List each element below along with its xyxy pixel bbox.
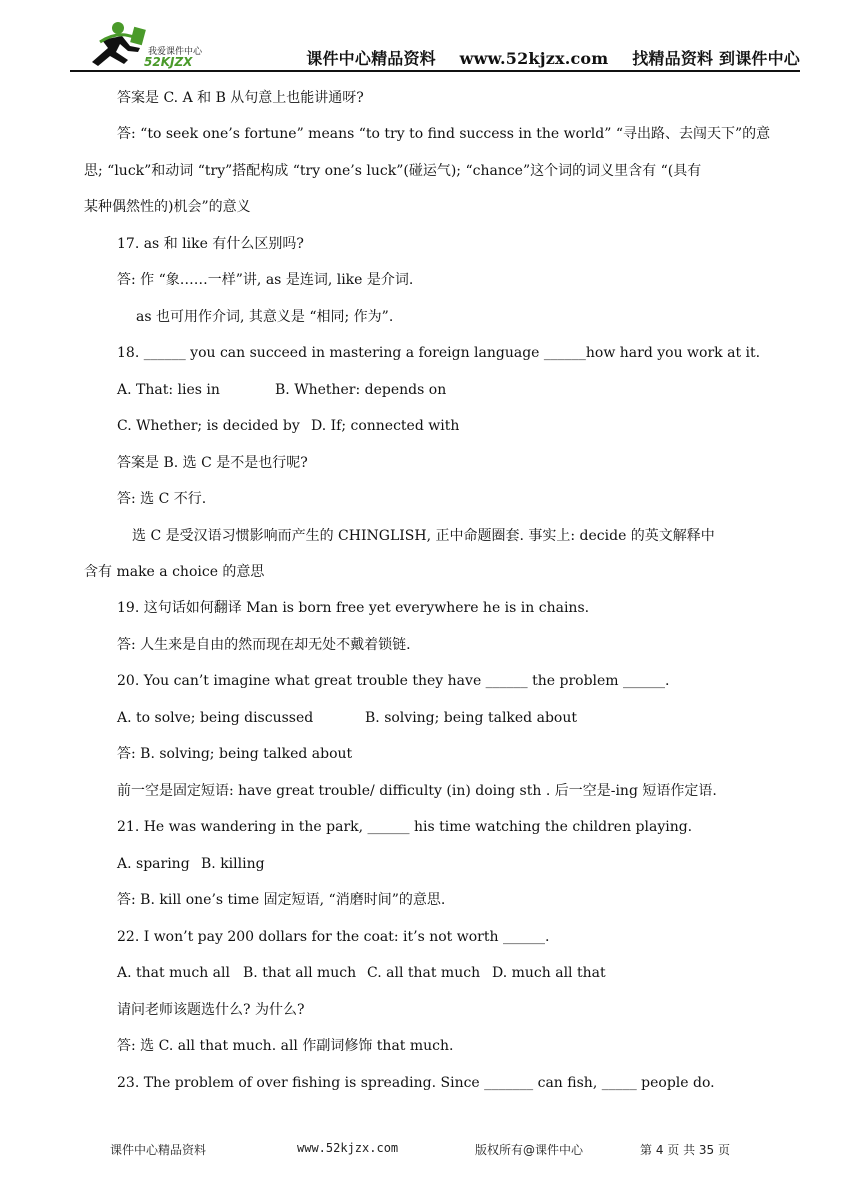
question-21: 21. He was wandering in the park, ______ his time watching the children playing.: [117, 819, 693, 835]
option-c: C. all that much: [367, 965, 481, 981]
options-row: [84, 963, 809, 983]
footer-site-link[interactable]: www.52kjzx.com: [297, 1141, 399, 1155]
question-17: 17. as 和 like 有什么区别吗?: [117, 236, 304, 252]
option-b: B. killing: [201, 856, 265, 872]
header-title-left: 课件中心精品资料: [306, 49, 436, 68]
answer-20: 答: B. solving; being talked about: [117, 746, 353, 762]
question-23: 23. The problem of over fishing is spreading. Since _______ can fish, _____ people do.: [117, 1075, 715, 1091]
option-b: B. Whether: depends on: [275, 382, 447, 398]
text-line: 答案是 C. A 和 B 从句意上也能讲通呀?: [117, 90, 364, 106]
text-line: 答案是 B. 选 C 是不是也行呢?: [117, 455, 308, 471]
question-22: 22. I won’t pay 200 dollars for the coat: it’s not worth ______.: [117, 929, 550, 945]
option-c: C. Whether; is decided by: [117, 418, 300, 434]
page-number: 第 4 页 共 35 页: [640, 1143, 730, 1157]
option-b: B. that all much: [243, 965, 357, 981]
option-a: A. That: lies in: [117, 382, 220, 398]
logo-text-cn: 我爱课件中心: [148, 47, 203, 57]
option-a: A. that much all: [117, 965, 230, 981]
options-row: [84, 380, 809, 400]
option-b: B. solving; being talked about: [365, 710, 577, 726]
footer-copyright: 版权所有@课件中心: [475, 1143, 584, 1157]
option-d: D. If; connected with: [311, 418, 460, 434]
header-title-right: 找精品资料 到课件中心: [632, 49, 800, 68]
text-line: 请问老师该题选什么? 为什么?: [117, 1002, 305, 1018]
option-a: A. to solve; being discussed: [117, 710, 314, 726]
footer-left: 课件中心精品资料: [110, 1143, 207, 1157]
question-19: 19. 这句话如何翻译 Man is born free yet everywhere he is in chains.: [117, 600, 590, 616]
answer-17: 答: 作 “象……一样”讲, as 是连词, like 是介词.: [117, 272, 414, 288]
header-divider: [70, 70, 800, 72]
header-site-link[interactable]: www.52kjzx.com: [459, 49, 609, 68]
page-header: [70, 18, 800, 73]
text-line: as 也可用作介词, 其意义是 “相同; 作为”.: [136, 309, 394, 325]
logo-text-en: 52KJZX: [144, 55, 193, 69]
options-row: [84, 708, 809, 728]
runner-logo-icon: [78, 18, 228, 70]
page-footer: [0, 1139, 860, 1161]
answer-21: 答: B. kill one’s time 固定短语, “消磨时间”的意思.: [117, 892, 446, 908]
text-line: 选 C 是受汉语习惯影响而产生的 CHINGLISH, 正中命题圈套. 事实上: decide 的英文解释中: [132, 528, 715, 544]
answer-22: 答: 选 C. all that much. all 作副词修饰 that much.: [117, 1038, 454, 1054]
question-18: 18. ______ you can succeed in mastering a foreign language ______how hard you work at it.: [117, 345, 761, 361]
options-row: [84, 854, 809, 874]
question-20: 20. You can’t imagine what great trouble they have ______ the problem ______.: [117, 673, 670, 689]
site-logo: [78, 18, 228, 70]
text-line: 含有 make a choice 的意思: [84, 564, 265, 580]
answer-19: 答: 人生来是自由的然而现在却无处不戴着锁链.: [117, 637, 411, 653]
option-d: D. much all that: [492, 965, 606, 981]
text-line: 答: 选 C 不行.: [117, 491, 207, 507]
header-title: [306, 46, 800, 69]
text-line: 前一空是固定短语: have great trouble/ difficulty (in) doing sth . 后一空是-ing 短语作定语.: [117, 783, 717, 799]
text-line: 答: “to seek one’s fortune” means “to try to find success in the world” “寻出路、去闯天下”的意: [117, 126, 771, 142]
options-row: [84, 416, 809, 436]
text-line: 思; “luck”和动词 “try”搭配构成 “try one’s luck”(碰运气); “chance”这个词的词义里含有 “(具有: [84, 163, 702, 179]
text-line: 某种偶然性的)机会”的意义: [84, 199, 251, 215]
option-a: A. sparing: [117, 856, 190, 872]
